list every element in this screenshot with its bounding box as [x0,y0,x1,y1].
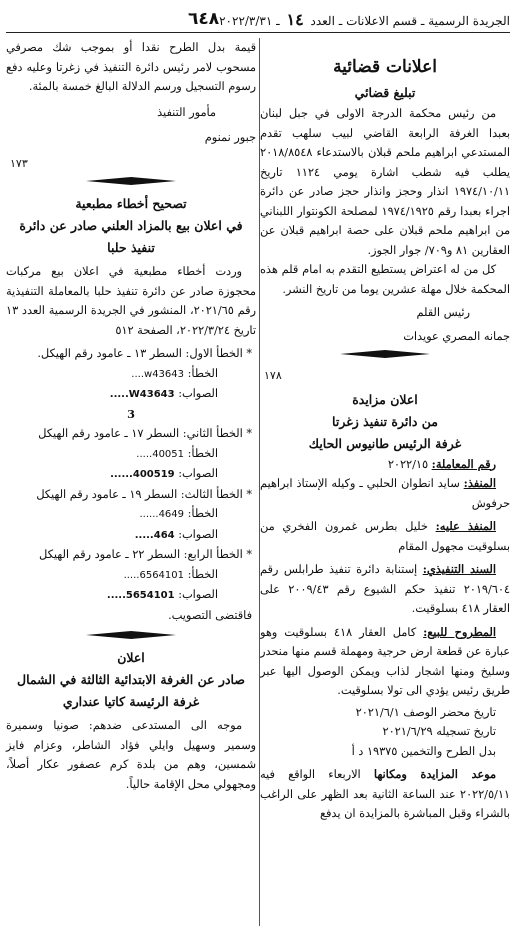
notice2-auction [260,765,510,824]
notice3-room: غرفة الرئيسة كاتيا عنداري [62,694,200,709]
error4-wrong-label: الخطأ: [187,567,218,581]
sale-value: كامل العقار ٤١٨ بسلوقيت وهو عبارة عن قطعة ارض حرجية ومهملة قسم منها منحدر وسليخ ومنها اشجار لذاب ويمكن الوصول اليها عبر طريق رئيس يؤدي الى تولا بسلوقيت. [260,625,510,697]
error3-wrong [6,504,256,525]
notice2-room: غرفة الرئيس طانيوس الحايك [308,435,462,451]
sale-label: المطروح للبيع: [423,624,496,639]
error1-text: * الخطأ الاول: السطر ١٣ ـ عامود رقم الهيكل. [37,347,252,360]
header-publication: الجريدة الرسمية ـ قسم الاعلانات ـ العدد [310,13,510,28]
error1-wrong-label: الخطأ: [187,366,218,380]
notice3-subtitle: صادر عن الغرفة الابتدائية الثالثة في الشمال [17,672,245,687]
header-date: ـ ٢٠٢٢/٣/٣١ [219,13,280,28]
error1-wrong-value: w43643.... [131,368,185,380]
error3-right-value: 464..... [134,529,175,541]
correction-title: تصحيح أخطاء مطبعية [75,196,187,211]
page-marker: 3 [127,406,135,421]
page-number: ٦٤٨ [187,9,220,29]
left-column [6,38,256,794]
right-column [260,38,510,824]
header-title [219,10,510,29]
header-rule [6,32,510,33]
notice2-bond [260,560,510,619]
case-label: رقم المعاملة: [431,456,496,471]
cont-signer-name: جبور نمنوم [204,131,256,144]
error1-right [6,384,256,405]
notice2-against [260,517,510,556]
error4-right-label: الصواب: [178,588,218,601]
column-divider [259,38,260,926]
notice3-title: اعلان [117,650,145,665]
error2-wrong-value: 40051..... [136,448,185,460]
notice2-executor [260,474,510,513]
header-issue: ١٤ [286,9,304,29]
notice1-title: تبليغ قضائي [354,85,416,100]
error1-wrong [6,364,256,385]
notice2-reg-date: تاريخ تسجيله ٢٠٢١/٦/٢٩ [382,725,496,738]
correction-intro: وردت أخطاء مطبعية في اعلان بيع مركبات محجوزة صادر عن دائرة تنفيذ حلبا بالمعاملة التنفيذية رقم ٢٠٢١/٦٥، المنشور في الجريدة الرسمية العدد ١٣ تاريخ ٢٠٢٢/٣/٢٤، الصفحة ٥١٢ [6,265,256,337]
error3-wrong-value: 4649...... [139,509,185,520]
error2-text: * الخطأ الثاني: السطر ١٧ ـ عامود رقم الهيكل [38,427,252,440]
notice1-body2: كل من له اعتراض يستطيع التقدم به امام قلم هذه المحكمة خلال مهلة عشرين يوما من تاريخ النشر. [260,263,510,296]
notice2-sale [260,623,510,701]
error4-right [6,585,256,606]
error3-right [6,525,256,546]
error1-right-label: الصواب: [178,387,218,400]
error4-wrong-value: 6564101..... [123,569,185,581]
separator-ornament [6,177,256,185]
cont-number: ١٧٣ [10,156,28,170]
separator-ornament [260,350,510,358]
notice1-body: من رئيس محكمة الدرجة الاولى في جبل لبنان بعبدا الغرفة الرابعة القاضي لبيب سلهب تقدم المستدعي ابراهيم ملحم قبلان بالاستدعاء ٢٠١٨/٨٥٤٨ يطلب فيه شطب اشارة يومي ١١٢٤ تاريخ ١٩٧٤/١٠/١١ انذار وحجز وانذار حجز صادر عن دائرة اجراء بعبدا رقم ١٩٧٤/١٩٢٥ لمصلحة الكونتوار اللبناني من ابراهيم ملحم قبلان على حصة ابراهيم قبلان عن العقارين ٨١ و٧٠٩/ جوار الجوز. [260,107,510,257]
cont-signer-title: مأمور التنفيذ [157,105,216,119]
correction-subtitle: في اعلان بيع بالمزاد العلني صادر عن دائرة تنفيذ حلبا [19,218,243,255]
executor-value: سايد انطوان الحلبي ـ وكيله الإستاذ ابراهيم حرفوش [260,477,510,510]
error3-right-label: الصواب: [178,527,218,541]
against-label: المنفذ عليه: [435,519,496,533]
error2-wrong [6,444,256,465]
notice2-desc-date: تاريخ محضر الوصف ٢٠٢١/٦/١ [355,705,496,719]
notice1-signer-name: جمانه المصري عويدات [403,329,510,343]
executor-label: المنفذ: [463,476,497,490]
error2-right [6,464,256,485]
notice2-title: اعلان مزايدة [352,391,418,407]
notice2-case [260,455,510,475]
correction-closing: فاقتضى التصويب. [168,608,252,622]
section-title: اعلانات قضائية [333,57,437,77]
auction-value: الاربعاء الواقع فيه ٢٠٢٢/٥/١١ عند الساعة الثانية بعد الظهر على الراغب بالشراء وقبل المباشرة بالمزايدة ان يدفع [260,768,510,820]
separator-ornament [6,631,256,639]
notice2-subtitle: من دائرة تنفيذ زغرتا [332,413,438,429]
auction-label: موعد المزايدة ومكانها [373,767,496,781]
against-value: خليل بطرس غمرون الفخري من بسلوقيت مجهول المقام [260,520,510,553]
error4-right-value: 5654101..... [106,590,175,601]
notice1-number: ١٧٨ [264,369,282,382]
page-header [6,6,510,32]
bond-label: السند التنفيذي: [422,562,496,576]
error1-right-value: W43643..... [109,389,175,400]
case-value: ٢٠٢٢/١٥ [387,457,429,471]
error2-wrong-label: الخطأ: [187,446,218,460]
error4-text: * الخطأ الرابع: السطر ٢٢ ـ عامود رقم الهيكل [39,548,252,561]
error3-wrong-label: الخطأ: [187,507,218,520]
error4-wrong [6,565,256,586]
notice2-price: بدل الطرح والتخمين ١٩٣٧٥ د أ [351,744,496,758]
bond-value: إستنابة دائرة تنفيذ طرابلس رقم ٢٠١٩/٦٠٤ تنفيذ حكم الشيوع رقم ٢٠٠٩/٤٣ على العقار ٤١٨ بسلوقيت. [260,563,510,615]
notice1-signer-title: رئيس القلم [416,306,470,319]
error2-right-label: الصواب: [178,467,218,480]
error2-right-value: 400519...... [110,469,175,480]
notice3-body: موجه الى المستدعى ضدهم: صونيا وسميرة وسمير وسهيل وايلي فؤاد الشاطر، وعزام فايز شمسين، وهم من بلدة كرم عصفور عكار أصلاً، ومجهولي محل الإقامة حالياً. [6,719,256,791]
error3-text: * الخطأ الثالث: السطر ١٩ ـ عامود رقم الهيكل [36,487,252,501]
continued-text: قيمة بدل الطرح نقدا أو بموجب شك مصرفي مسحوب لامر رئيس دائرة التنفيذ في زغرتا وعليه دفع رسوم التسجيل ورسم الدلالة البالغ خمسة بالمئة. [6,41,256,93]
